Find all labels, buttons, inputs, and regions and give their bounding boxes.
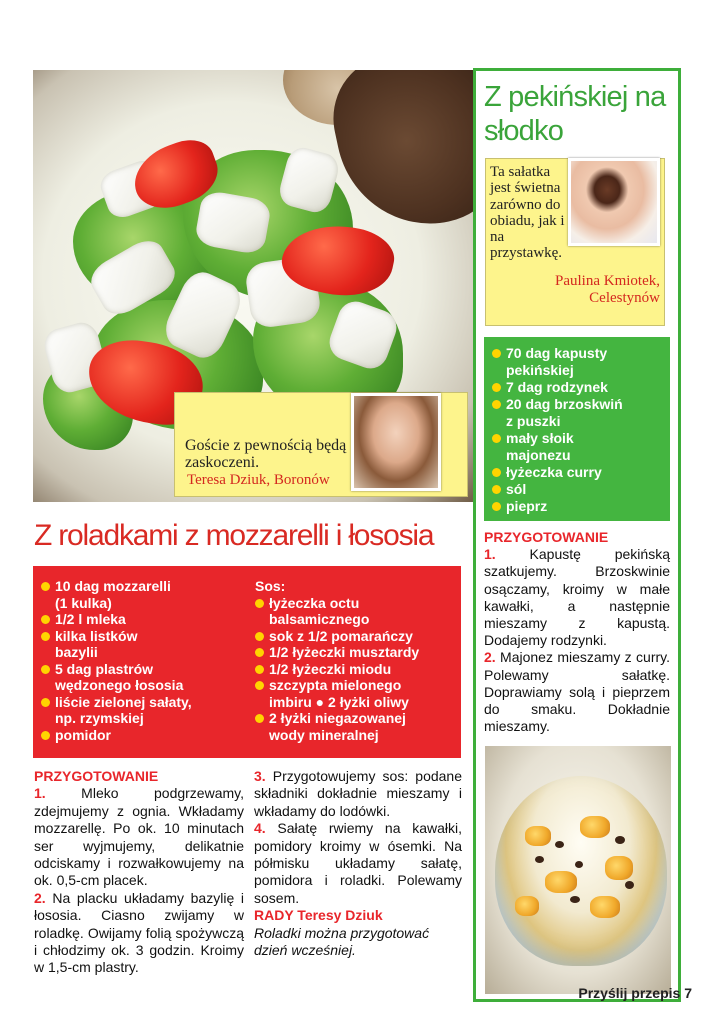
ingredient-item: wędzonego łososia: [55, 677, 184, 693]
bullet-icon: [492, 468, 501, 477]
ingredients-box-mozzarella: [33, 566, 461, 758]
ingredients-list-sauce: [255, 578, 460, 743]
quote-signature: Teresa Dziuk, Boronów: [187, 472, 330, 488]
recipe-title-mozzarella: Z roladkami z mozzarelli i łososia: [34, 519, 434, 552]
step: 1. Kapustę pekińską szatkujemy. Brzoskwinie osączamy, kroimy w małe kawałki, a następnie mieszamy z kapustą. Dodajemy rodzynki.: [484, 546, 670, 649]
ingredients-box-pekinska: [484, 337, 670, 521]
ingredient-item: sól: [492, 481, 668, 498]
bullet-icon: [492, 434, 501, 443]
bullet-icon: [41, 632, 50, 641]
ingredient-item: z puszki: [506, 413, 561, 429]
ingredient-item: np. rzymskiej: [55, 710, 144, 726]
step: 2. Majonez mieszamy z curry. Polewamy sałatkę. Doprawiamy solą i pieprzem do smaku. Dokładnie mieszamy.: [484, 649, 670, 735]
step: 4. Sałatę rwiemy na kawałki, pomidory kroimy w ósemki. Na półmisku układamy sałatę, pomidora i roladki. Polewamy sosem.: [254, 820, 463, 906]
ingredient-item: 2 łyżki niegazowanej: [255, 710, 460, 727]
ingredient-item: 1/2 l mleka: [41, 611, 251, 628]
author-portrait-paulina: [568, 158, 660, 246]
bullet-icon: [492, 400, 501, 409]
sauce-label: Sos:: [255, 578, 286, 594]
bullet-icon: [41, 731, 50, 740]
ingredient-item: 5 dag plastrów: [41, 661, 251, 678]
ingredients-list-main: [41, 578, 251, 743]
bullet-icon: [255, 681, 264, 690]
bullet-icon: [255, 648, 264, 657]
ingredient-item: wody mineralnej: [269, 726, 379, 743]
ingredient-item: łyżeczka curry: [492, 464, 668, 481]
bullet-icon: [255, 665, 264, 674]
bullet-icon: [41, 698, 50, 707]
ingredient-item: sok z 1/2 pomarańczy: [255, 628, 460, 645]
ingredient-item: 1/2 łyżeczki miodu: [255, 661, 460, 678]
preparation-column-2: [254, 768, 462, 959]
footer-label: Przyślij przepis: [578, 985, 681, 1001]
tips-text: Roladki można przygotować dzień wcześniej.: [254, 924, 430, 959]
recipe-title-pekinska: Z pekińskiej na słodko: [484, 81, 666, 147]
step: 2. Na placku układamy bazylię i łososia. Ciasno zwijamy w roladkę. Owijamy folią spożywczą i chłodzimy ok. 3 godzin. Kroimy w 1,5-cm plastry.: [34, 889, 245, 976]
ingredient-item: (1 kulka): [55, 594, 112, 611]
ingredient-item: majonezu: [506, 447, 571, 463]
bullet-icon: [492, 383, 501, 392]
ingredient-item: liście zielonej sałaty,: [41, 694, 251, 711]
bullet-icon: [255, 599, 264, 608]
preparation-column-pekinska: [484, 529, 670, 735]
ingredient-item: pieprz: [492, 498, 668, 515]
ingredient-item: 70 dag kapusty: [492, 345, 668, 362]
ingredient-item: balsamicznego: [269, 611, 370, 627]
step: 3. Przygotowujemy sos: podane składniki dokładnie mieszamy i wkładamy do lodówki.: [254, 768, 463, 819]
ingredient-item: bazylii: [55, 644, 98, 660]
ingredient-item: szczypta mielonego: [255, 677, 460, 694]
author-portrait-teresa: [351, 393, 441, 491]
quote-signature: Paulina Kmiotek, Celestynów: [555, 273, 660, 306]
bullet-icon: [492, 485, 501, 494]
bullet-icon: [41, 615, 50, 624]
ingredient-item: imbiru ● 2 łyżki oliwy: [269, 693, 409, 710]
ingredient-item: 10 dag mozzarelli: [41, 578, 251, 595]
bullet-icon: [492, 502, 501, 511]
bullet-icon: [492, 349, 501, 358]
ingredient-item: kilka listków: [41, 628, 251, 645]
preparation-heading: PRZYGOTOWANIE: [484, 529, 609, 545]
ingredient-item: mały słoik: [492, 430, 668, 447]
page-footer: [578, 985, 692, 1001]
bullet-icon: [41, 582, 50, 591]
step: 1. Mleko podgrzewamy, zdejmujemy z ognia. Wkładamy mozzarellę. Po ok. 10 minutach ser wyjmujemy, delikatnie odciskamy i rozwałkowujemy na ok. 0,5-cm placek.: [34, 785, 244, 889]
ingredient-item: pekińskiej: [506, 362, 574, 378]
ingredient-item: 7 dag rodzynek: [492, 379, 668, 396]
ingredient-item: 20 dag brzoskwiń: [492, 396, 668, 413]
preparation-column-1: [34, 768, 244, 977]
ingredient-item: 1/2 łyżeczki musztardy: [255, 644, 460, 661]
preparation-heading: PRZYGOTOWANIE: [34, 768, 159, 784]
cabbage-salad-photo: [485, 746, 671, 994]
ingredient-item: pomidor: [41, 727, 251, 744]
ingredient-item: łyżeczka octu: [255, 595, 460, 612]
ingredients-list-pekinska: [492, 345, 668, 515]
page-number: 7: [684, 985, 692, 1001]
quote-text: Ta sałatka jest świetna zarówno do obiadu, jak i na przystawkę.: [490, 164, 565, 262]
quote-text: Goście z pewnością będą zaskoczeni.: [185, 437, 347, 471]
bullet-icon: [41, 665, 50, 674]
tips-heading: RADY Teresy Dziuk: [254, 907, 383, 924]
bullet-icon: [255, 714, 264, 723]
bullet-icon: [255, 632, 264, 641]
